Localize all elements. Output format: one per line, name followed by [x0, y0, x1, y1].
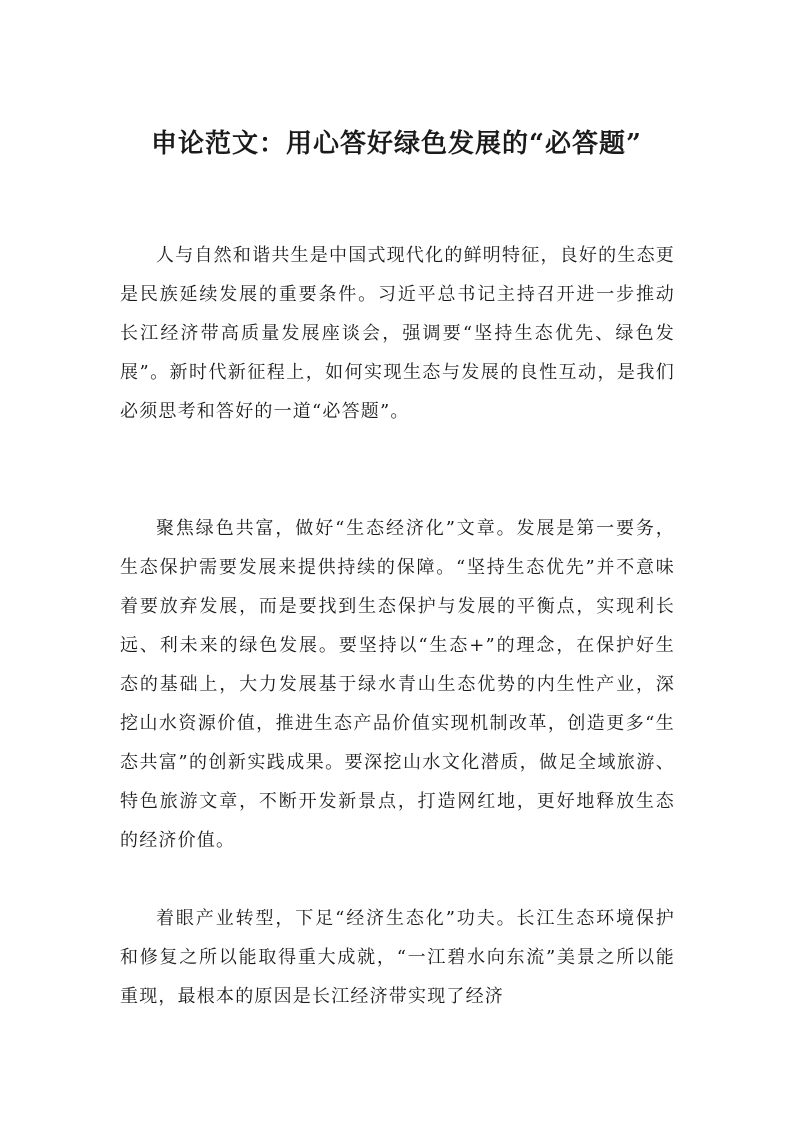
paragraph-green-prosperity: 聚焦绿色共富，做好“生态经济化”文章。发展是第一要务，生态保护需要发展来提供持续的保障。“坚持生态优先”并不意味着要放弃发展，而是要找到生态保护与发展的平衡点，实现利长远、利未来的绿色发展。要坚持以“生态+”的理念，在保护好生态的基础上，大力发展基于绿水青山生态优势的内生性产业，深挖山水资源价值，推进生态产品价值实现机制改革，创造更多“生态共富”的创新实践成果。要深挖山水文化潜质，做足全域旅游、特色旅游文章，不断开发新景点，打造网红地，更好地释放生态的经济价值。: [120, 518, 675, 851]
paragraph-intro: 人与自然和谐共生是中国式现代化的鲜明特征，良好的生态更是民族延续发展的重要条件。习近平总书记主持召开进一步推动长江经济带高质量发展座谈会，强调要“坚持生态优先、绿色发展”。新时代新征程上，如何实现生态与发展的良性互动，是我们必须思考和答好的一道“必答题”。: [120, 245, 675, 422]
document-title: 申论范文：用心答好绿色发展的“必答题”: [151, 129, 642, 159]
paragraph-industrial-transformation: 着眼产业转型，下足“经济生态化”功夫。长江生态环境保护和修复之所以能取得重大成就，“一江碧水向东流”美景之所以能重现，最根本的原因是长江经济带实现了经济: [120, 908, 675, 1007]
